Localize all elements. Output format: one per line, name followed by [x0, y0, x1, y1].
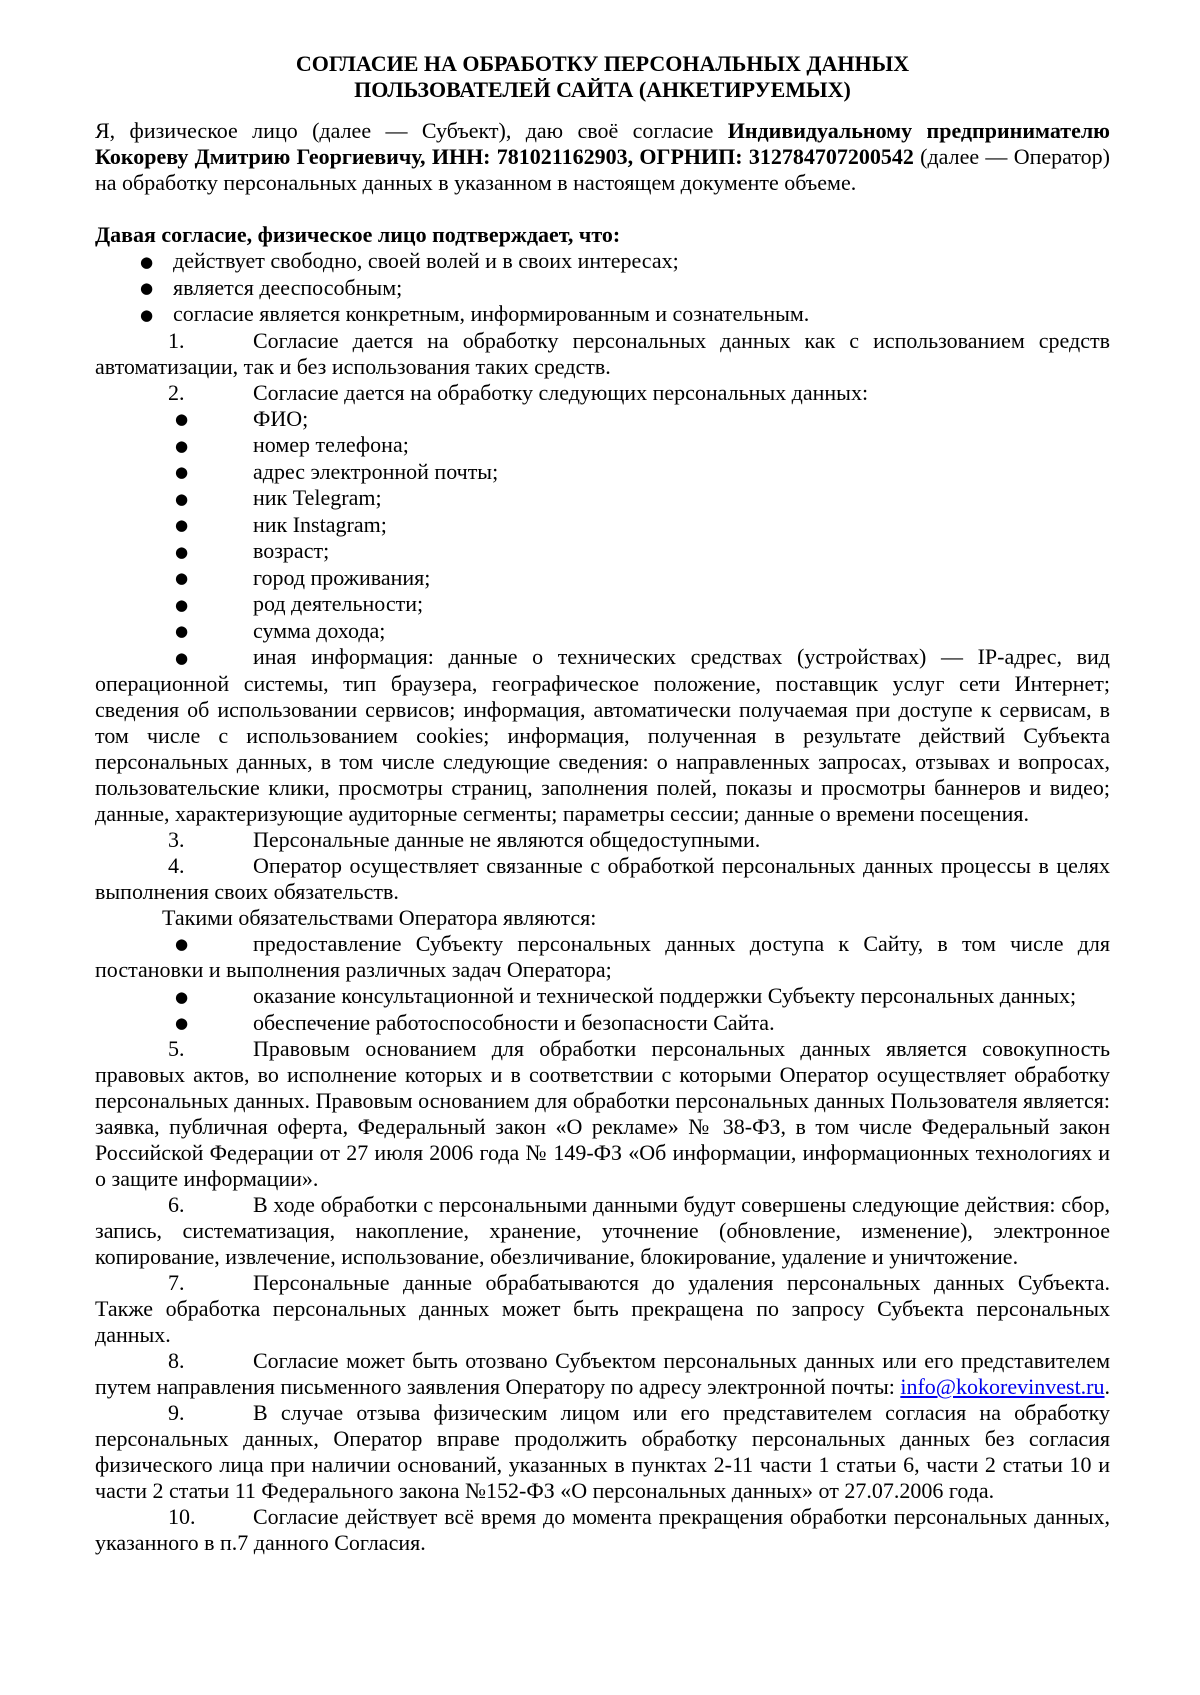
page-title [95, 51, 1110, 103]
personal-data-text: город проживания; [253, 564, 431, 590]
bullet-icon: ● [140, 252, 154, 271]
bullet-icon: ● [175, 595, 189, 614]
point-text: Согласие может быть отозвано Субъектом персональных данных или его представителем путем направления письменного заявления Оператору по адресу электронной почты: [95, 1348, 1110, 1399]
personal-data-item-1 [95, 406, 1110, 433]
point-1 [95, 328, 1110, 380]
point-text: Согласие дается на обработку персональных данных как с использованием средств автоматизации, так и без использования таких средств. [95, 327, 1110, 379]
point-number: 4. [168, 852, 185, 878]
obligation-text: предоставление Субъекту персональных данных доступа к Сайту, в том числе для постановки и выполнения различных задач Оператора; [95, 930, 1110, 982]
personal-data-item-4 [95, 485, 1110, 512]
bullet-icon: ● [175, 436, 189, 455]
obligation-text: оказание консультационной и технической поддержки Субъекту персональных данных; [253, 983, 1077, 1008]
bullet-icon: ● [175, 516, 189, 534]
confirm-bullet-1 [95, 248, 1110, 275]
point-9 [95, 1400, 1110, 1504]
point-text: В случае отзыва физическим лицом или его представителем согласия на обработку персональных данных, Оператор вправе продолжить обработку персональных данных без согласия физического лица при наличии оснований, указанных в пунктах 2-11 части 1 статьи 6, части 2 статьи 10 и части 2 статьи 11 Федерального закона №152-ФЗ «О персональных данных» от 27.07.2006 года. [95, 1400, 1110, 1503]
obligations-heading: Такими обязательствами Оператора являются: [162, 904, 597, 930]
point-7 [95, 1270, 1110, 1348]
personal-data-item-3 [95, 459, 1110, 486]
point-number: 7. [168, 1270, 185, 1295]
bullet-icon: ● [175, 489, 189, 508]
bullet-icon: ● [175, 987, 189, 1006]
intro-paragraph [95, 118, 1110, 196]
bullet-icon: ● [175, 935, 189, 953]
confirm-bullet-2 [95, 275, 1110, 302]
personal-data-item-2 [95, 432, 1110, 459]
point-number: 1. [168, 327, 185, 353]
bullet-icon: ● [140, 305, 154, 324]
point-4 [95, 853, 1110, 905]
bullet-icon: ● [175, 1014, 189, 1032]
confirm-bullet-text: действует свободно, своей волей и в своих интересах; [173, 248, 679, 273]
personal-data-item-6 [95, 538, 1110, 565]
point-text: В ходе обработки с персональными данными будут совершены следующие действия: сбор, запись, систематизация, накопление, хранение, уточнение (обновление, изменение), электронное копирование, извлечение, использование, обезличивание, блокирование, удаление и уничтожение. [95, 1192, 1110, 1269]
email-link[interactable]: info@kokorevinvest.ru [900, 1374, 1105, 1399]
point-text: Персональные данные не являются общедоступными. [253, 826, 761, 852]
point-text: Правовым основанием для обработки персональных данных является совокупность правовых актов, во исполнение которых и в соответствии с которыми Оператор осуществляет обработку персональных данных. Правовым основанием для обработки персональных данных Пользователя является: заявка, публичная оферта, Федеральный закон «О рекламе» № 38-ФЗ, в том числе Федеральный закон Российской Федерации от 27 июля 2006 года № 149-ФЗ «Об информации, информационных технологиях и о защите информации». [95, 1036, 1110, 1191]
obligation-item-3 [95, 1010, 1110, 1037]
point-5 [95, 1036, 1110, 1192]
personal-data-text: номер телефона; [253, 432, 409, 457]
personal-data-item-7 [95, 565, 1110, 592]
personal-data-text: ФИО; [253, 405, 309, 431]
point-10 [95, 1504, 1110, 1556]
bullet-icon: ● [140, 279, 154, 297]
operator-name-bold: Индивидуальному предпринимателю Кокореву Дмитрию Георгиевичу, ИНН: 781021162903, ОГРНИП: 312784707200542 [95, 118, 1110, 169]
point-number: 6. [168, 1192, 185, 1217]
point-text: Персональные данные обрабатываются до удаления персональных данных Субъекта. Также обработка персональных данных может быть прекращена по запросу Субъекта персональных данных. [95, 1270, 1110, 1347]
personal-data-text: возраст; [253, 538, 330, 563]
personal-data-item-8 [95, 591, 1110, 618]
intro-pre: Я, физическое лицо (далее — Субъект), даю своё согласие [95, 118, 728, 143]
personal-data-text: адрес электронной почты; [253, 458, 499, 484]
confirm-bullet-3 [95, 301, 1110, 328]
intro-post: (далее — Оператор) на обработку персональных данных в указанном в настоящем документе объеме. [95, 144, 1110, 195]
point-number: 2. [168, 379, 185, 405]
point-text: Оператор осуществляет связанные с обработкой персональных данных процессы в целях выполнения своих обязательств. [95, 852, 1110, 904]
bullet-icon: ● [175, 622, 189, 640]
point-6 [95, 1192, 1110, 1270]
point-8 [95, 1348, 1110, 1400]
personal-data-text: род деятельности; [253, 591, 424, 616]
obligation-item-1 [95, 931, 1110, 984]
personal-data-item-5 [95, 512, 1110, 539]
page-title-line2: ПОЛЬЗОВАТЕЛЕЙ САЙТА (АНКЕТИРУЕМЫХ) [354, 77, 851, 102]
personal-data-item-9 [95, 618, 1110, 645]
personal-data-text: сумма дохода; [253, 617, 386, 643]
point-3 [95, 827, 1110, 853]
bullet-icon: ● [175, 542, 189, 561]
confirm-heading: Давая согласие, физическое лицо подтверждает, что: [95, 222, 621, 247]
point-text-after-link: . [1104, 1374, 1111, 1399]
obligation-text: обеспечение работоспособности и безопасности Сайта. [253, 1009, 775, 1035]
point-number: 9. [168, 1400, 185, 1425]
personal-data-text: иная информация: данные о технических средствах (устройствах) — IP-адрес, вид операционной системы, тип браузера, географическое положение, поставщик услуг сети Интернет; сведения об использовании сервисов; информация, автоматически получаемая при доступе к сервисам, в том числе с использованием cookies; информация, полученная в результате действий Субъекта персональных данных, в том числе следующие сведения: о направленных запросах, отзывах и вопросах, пользовательские клики, просмотры страниц, заполнения полей, показы и просмотры баннеров и видео; данные, характеризующие аудиторные сегменты; параметры сессии; данные о времени посещения. [95, 644, 1110, 826]
bullet-icon: ● [175, 410, 189, 428]
point-number: 5. [168, 1036, 185, 1061]
point-2 [95, 380, 1110, 406]
point-text: Согласие действует всё время до момента прекращения обработки персональных данных, указанного в п.7 данного Согласия. [95, 1504, 1110, 1555]
bullet-icon: ● [175, 463, 189, 481]
confirm-bullet-text: является дееспособным; [173, 274, 403, 300]
point-number: 10. [168, 1504, 196, 1529]
confirm-bullet-text: согласие является конкретным, информированным и сознательным. [173, 301, 810, 326]
page-title-line1: СОГЛАСИЕ НА ОБРАБОТКУ ПЕРСОНАЛЬНЫХ ДАННЫХ [295, 51, 910, 76]
point-number: 8. [168, 1348, 185, 1373]
bullet-icon: ● [175, 648, 189, 667]
personal-data-item-10 [95, 644, 1110, 827]
obligation-item-2 [95, 983, 1110, 1010]
point-number: 3. [168, 826, 185, 852]
personal-data-text: ник Telegram; [253, 485, 382, 510]
bullet-icon: ● [175, 569, 189, 587]
point-text: Согласие дается на обработку следующих персональных данных: [253, 379, 869, 405]
personal-data-text: ник Instagram; [253, 511, 387, 537]
